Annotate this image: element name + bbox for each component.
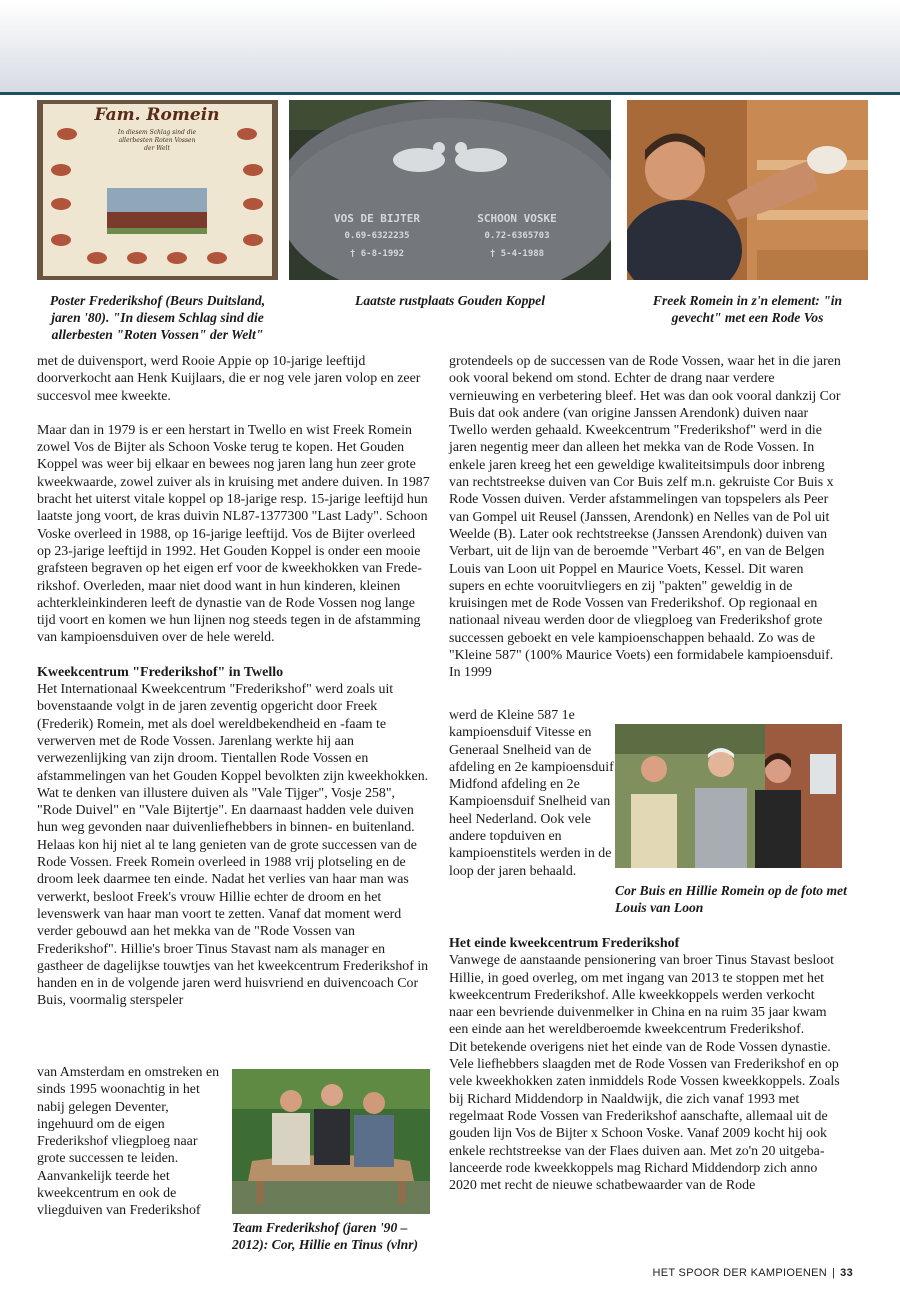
poster-line-3: der Welt xyxy=(144,145,170,152)
poster-heading: Fam. Romein xyxy=(94,105,220,125)
grave-photo xyxy=(289,100,611,280)
team-photo xyxy=(232,1069,430,1214)
section-heading-frederikshof: Kweekcentrum "Frederikshof" in Twello xyxy=(37,664,284,680)
grave-ring-right: 0.72-6365703 xyxy=(484,231,550,241)
grave-name-left: VOS DE BIJTER xyxy=(333,212,421,225)
grave-date-left: † 6-8-1992 xyxy=(349,249,405,259)
body-paragraph: Aanvankelijk teerde het kweekcentrum en ook de vliegduiven van Frederikshof xyxy=(37,1168,201,1219)
body-paragraph: Vanwege de aanstaande pensionering van broer Tinus Stavast besloot Hillie, in goed overleg, om met ingang van 2013 te stoppen met het kweekcentrum Frederikshof. Alle kweekkoppels werden verkocht naar een bevriende duivenmelker in China en na ruim 35 jaar kwam een einde aan het wereldberoemde kweekcentrum Frederikshof. xyxy=(449,953,834,1038)
body-paragraph: grotendeels op de successen van de Rode Vossen, waar het in die jaren ook vooral bekend om stond. Echter de drang naar verdere vernieuwing en verbetering bleef. Het was dan ook vooral dankzij Cor Buis dat ook andere (van origine Janssen Arendonk) duiven naar Twello werden gehaald. Kweekcentrum "Frederikshof" werd in die jaren negentig meer dan alleen het mekka van de Rode Vossen. In enkele jaren kreeg het een geweldige kwaliteitsimpuls door inbreng van rechtstreekse duiven van Cor Buis zelf m.n. gekruiste Cor Buis x Rode Vossen duiven. Verder afstammelingen van topspelers als Peer van Gompel uit Reusel (Janssen, Arendonk) en Nelles van de Pol uit Weelde (B). Later ook rechtstreekse (Janssen Arendonk) duiven van Verbart, uit de lijn van de beroemde "Verbart 46", en van de Belgen Louis van Loon uit Poppel en Maurice Voets, Kessel. Dit waren supers en echte vooruitvliegers en zij "pakten" geweldig in de kruisingen met de Rode Vossen van Frederikshof. Op regionaal en nationaal niveau werden door de vliegploeg van Frederikshof grote successen geboekt en vele kampioenschappen behaald. Zo was de "Kleine 587" (100% Maurice Voets) een formidabele kampioensduif. In 1999 xyxy=(449,354,841,681)
body-paragraph: Het Internationaal Kweekcentrum "Frederikshof" werd zoals uit bovenstaande volgt in de jaren zeventig opgericht door Freek (Frederik) Romein, met als doel wereldbekendheid en -faam te verwerven met de Rode Vossen. Jarenlang werkte hij aan verwezenlijking van zijn droom. Tientallen Rode Vossen en afstammelingen van het Gouden Koppel bevolkten zijn kweekhokken. Wat te denken van illustere duiven als "Vale Tijger", Vosje 258", "Rode Duivel" en "Vale Bijtertje". En daarnaast hadden vele duiven hun weg gevonden naar duivenliefhebbers in binnen- en buitenland. xyxy=(37,682,429,836)
left-column-continued xyxy=(37,1064,227,1220)
caption-poster: Poster Frederikshof (Beurs Duitsland, jaren '80). "In diesem Schlag sind die allerbesten "Roten Vossen" der Welt" xyxy=(49,293,266,342)
van-loon-photo xyxy=(615,724,842,868)
body-paragraph: Maar dan in 1979 is er een herstart in Twello en wist Freek Romein zowel Vos de Bijter als Schoon Voske terug te kopen. Het Gouden Koppel was weer bij elkaar en bewees nog jaren lang hun zeer grote kweekwaarde, zowel zuiver als in kruising met andere duiven. In 1987 bracht het uiterst vitale koppel op 18-jarige resp. 15-jarige leeftijd hun laatste jong voort, de kras duivin NL87-1377300 "Last Lady". Schoon Voske overleed in 1988, op 16-jarige leeftijd. Vos de Bijter overleed op 23-jarige leeftijd in 1992. Het Gouden Koppel is onder een mooie grafsteen begraven op het eigen erf voor de kweekhokken van Frederikshof. Overleden, maar niet dood want in hun kinderen, kleinen achterkleinkinderen leeft de dynastie van de Rode Vossen nog lange tijd voort en komen we hun lijnen nog steeds tegen in de afstamming van kampioensduiven over de hele wereld. xyxy=(37,422,430,646)
header-band xyxy=(0,0,900,92)
body-paragraph: met de duivensport, werd Rooie Appie op 10-jarige leeftijd doorverkocht aan Henk Kuijlaars, die er nog vele jaren volop en zeer succesvol mee kweekte. xyxy=(37,354,421,404)
footer-separator: | xyxy=(831,1267,836,1279)
body-paragraph: Dit betekende overigens niet het einde van de Rode Vossen dynastie. Vele liefhebbers slaagden met de Rode Vossen van Frederikshof en op vele kweekhokken zaten inmiddels Rode Vossen kweekkoppels. Zoals bij Richard Middendorp in Naaldwijk, die zich vanaf 1993 met regelmaat Rode Vossen van Frederikshof aanschafte, allemaal uit de gouden lijn Vos de Bijter x Schoon Voske. Vanaf 2009 kocht hij ook enkele rechtstreekse van der Flaes duiven aan. Met zo'n 20 uitgebalanceerde rode kweekkoppels mag Richard Middendorp zich anno 2020 met recht de nieuwe schatbewaarder van de Rode xyxy=(449,1039,840,1194)
freek-photo xyxy=(627,100,868,280)
body-paragraph: van Amsterdam en omstreken en sinds 1995 woonachtig in het nabij gelegen Deventer, ingehuurd om de eigen Frederikshof vliegploeg naar grote successen te leiden. xyxy=(37,1065,220,1167)
page-number: 33 xyxy=(840,1267,853,1279)
caption-grave: Laatste rustplaats Gouden Koppel xyxy=(355,293,545,308)
poster-photo xyxy=(37,100,278,280)
grave-date-right: † 5-4-1988 xyxy=(489,249,545,259)
right-column-end xyxy=(449,935,841,1194)
body-paragraph: werd de Kleine 587 1e kampioensduif Vitesse en Generaal Snelheid van de afdeling en 2e kampioensduif Midfond afdeling en 2e Kampioensduif Snelheid van heel Nederland. Ook vele andere topduiven en kampioenstitels werden in de loop der jaren behaald. xyxy=(449,708,614,879)
section-heading-einde: Het einde kweekcentrum Frederikshof xyxy=(449,936,680,951)
grave-ring-left: 0.69-6322235 xyxy=(344,231,410,241)
body-paragraph: Helaas kon hij niet al te lang genieten van de grote successen van de Rode Vossen. Freek Romein overleed in 1988 vrij plotseling en de droom leek daarmee ten einde. Nadat het verlies van haar man was verwerkt, besloot Freek's vrouw Hillie echter de droom en het levenswerk van haar man voort te zetten. Vanaf dat moment werd verder gebouwd aan het mekka van de "Rode Vossen van Frederikshof". Hillie's broer Tinus Stavast nam als manager en gastheer de dagelijkse touwtjes van het kweekcentrum Frederikshof in handen en in de volgende jaren werd huisvriend en duivencoach Cor Buis, voormalig sterspeler xyxy=(37,837,429,1009)
caption-freek: Freek Romein in z'n element: "in gevecht" met een Rode Vos xyxy=(652,293,843,325)
header-rule xyxy=(0,92,900,95)
grave-name-right: SCHOON VOSKE xyxy=(477,212,557,225)
poster-line-1: In diesem Schlag sind die xyxy=(117,129,197,136)
left-column xyxy=(37,353,432,1010)
caption-van-loon: Cor Buis en Hillie Romein op de foto met Louis van Loon xyxy=(615,883,847,915)
page-footer xyxy=(653,1267,854,1279)
poster-line-2: allerbesten Roten Vossen xyxy=(118,137,196,144)
caption-team: Team Frederikshof (jaren '90 – 2012): Cor, Hillie en Tinus (vlnr) xyxy=(232,1220,419,1252)
right-column-wrap xyxy=(449,707,619,880)
right-column xyxy=(449,353,841,682)
footer-title: HET SPOOR DER KAMPIOENEN xyxy=(652,1267,827,1279)
